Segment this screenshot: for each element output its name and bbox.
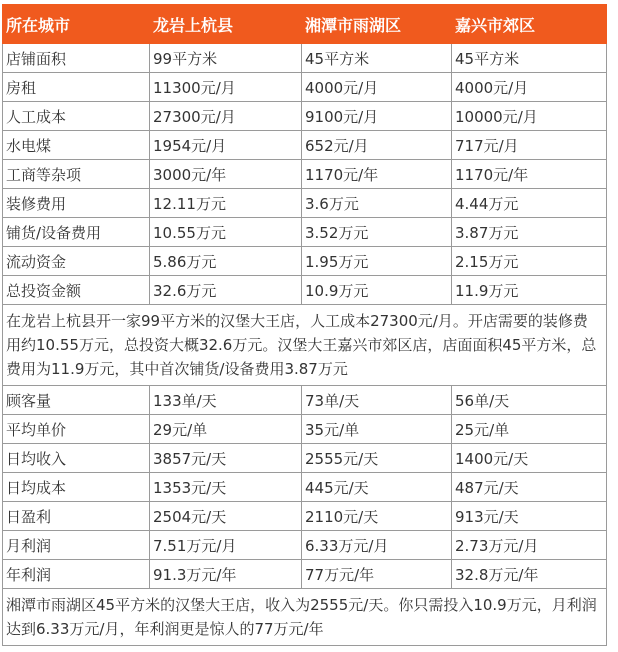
table-cell: 56单/天	[452, 386, 607, 415]
table-cell: 99平方米	[150, 44, 302, 73]
table-cell: 91.3万元/年	[150, 560, 302, 589]
profit-summary-note: 湘潭市雨湖区45平方米的汉堡大王店，收入为2555元/天。你只需投入10.9万元，月利润达到6.33万元/月，年利润更是惊人的77万元/年	[3, 589, 607, 646]
table-cell: 1954元/月	[150, 131, 302, 160]
row-label: 流动资金	[3, 247, 150, 276]
header-cell-xiangtan: 湘潭市雨湖区	[302, 5, 452, 44]
table-cell: 6.33万元/月	[302, 531, 452, 560]
row-label: 店铺面积	[3, 44, 150, 73]
table-cell: 73单/天	[302, 386, 452, 415]
row-label: 日均收入	[3, 444, 150, 473]
table-cell: 3857元/天	[150, 444, 302, 473]
table-cell: 29元/单	[150, 415, 302, 444]
table-cell: 445元/天	[302, 473, 452, 502]
table-cell: 11.9万元	[452, 276, 607, 305]
table-row	[3, 276, 607, 305]
table-cell: 2555元/天	[302, 444, 452, 473]
table-cell: 133单/天	[150, 386, 302, 415]
cost-comparison-table-wrapper	[2, 4, 606, 646]
table-row	[3, 189, 607, 218]
row-label: 总投资金额	[3, 276, 150, 305]
row-label: 铺货/设备费用	[3, 218, 150, 247]
table-cell: 7.51万元/月	[150, 531, 302, 560]
table-row	[3, 531, 607, 560]
table-cell: 2504元/天	[150, 502, 302, 531]
row-label: 工商等杂项	[3, 160, 150, 189]
table-cell: 5.86万元	[150, 247, 302, 276]
table-cell: 1400元/天	[452, 444, 607, 473]
row-label: 房租	[3, 73, 150, 102]
table-row	[3, 444, 607, 473]
table-cell: 652元/月	[302, 131, 452, 160]
table-row	[3, 160, 607, 189]
table-cell: 10.55万元	[150, 218, 302, 247]
table-row	[3, 560, 607, 589]
note-row	[3, 589, 607, 646]
row-label: 装修费用	[3, 189, 150, 218]
table-row	[3, 131, 607, 160]
table-header-row	[3, 5, 607, 44]
table-row	[3, 415, 607, 444]
table-cell: 913元/天	[452, 502, 607, 531]
table-cell: 2110元/天	[302, 502, 452, 531]
table-row	[3, 502, 607, 531]
table-cell: 11300元/月	[150, 73, 302, 102]
row-label: 年利润	[3, 560, 150, 589]
table-cell: 45平方米	[302, 44, 452, 73]
table-cell: 32.8万元/年	[452, 560, 607, 589]
table-cell: 487元/天	[452, 473, 607, 502]
table-cell: 4.44万元	[452, 189, 607, 218]
table-cell: 12.11万元	[150, 189, 302, 218]
table-cell: 4000元/月	[452, 73, 607, 102]
row-label: 人工成本	[3, 102, 150, 131]
table-cell: 32.6万元	[150, 276, 302, 305]
table-row	[3, 247, 607, 276]
table-row	[3, 473, 607, 502]
table-cell: 1170元/年	[452, 160, 607, 189]
row-label: 平均单价	[3, 415, 150, 444]
table-cell: 4000元/月	[302, 73, 452, 102]
table-cell: 1170元/年	[302, 160, 452, 189]
table-cell: 25元/单	[452, 415, 607, 444]
table-cell: 10000元/月	[452, 102, 607, 131]
table-cell: 3.87万元	[452, 218, 607, 247]
table-row	[3, 102, 607, 131]
header-cell-longyan: 龙岩上杭县	[150, 5, 302, 44]
table-cell: 2.15万元	[452, 247, 607, 276]
table-cell: 35元/单	[302, 415, 452, 444]
note-row	[3, 305, 607, 386]
table-cell: 3.6万元	[302, 189, 452, 218]
table-row	[3, 44, 607, 73]
table-cell: 45平方米	[452, 44, 607, 73]
table-cell: 27300元/月	[150, 102, 302, 131]
row-label: 日盈利	[3, 502, 150, 531]
row-label: 水电煤	[3, 131, 150, 160]
table-cell: 10.9万元	[302, 276, 452, 305]
row-label: 顾客量	[3, 386, 150, 415]
table-cell: 717元/月	[452, 131, 607, 160]
table-cell: 3000元/年	[150, 160, 302, 189]
table-row	[3, 73, 607, 102]
table-row	[3, 386, 607, 415]
table-cell: 3.52万元	[302, 218, 452, 247]
table-cell: 2.73万元/月	[452, 531, 607, 560]
investment-summary-note: 在龙岩上杭县开一家99平方米的汉堡大王店，人工成本27300元/月。开店需要的装修费用约10.55万元，总投资大概32.6万元。汉堡大王嘉兴市郊区店，店面面积45平方米，总费用为11.9万元，其中首次铺货/设备费用3.87万元	[3, 305, 607, 386]
row-label: 日均成本	[3, 473, 150, 502]
table-cell: 1353元/天	[150, 473, 302, 502]
table-cell: 9100元/月	[302, 102, 452, 131]
table-cell: 1.95万元	[302, 247, 452, 276]
header-cell-city: 所在城市	[3, 5, 150, 44]
table-row	[3, 218, 607, 247]
header-cell-jiaxing: 嘉兴市郊区	[452, 5, 607, 44]
cost-comparison-table	[2, 4, 607, 646]
table-cell: 77万元/年	[302, 560, 452, 589]
row-label: 月利润	[3, 531, 150, 560]
